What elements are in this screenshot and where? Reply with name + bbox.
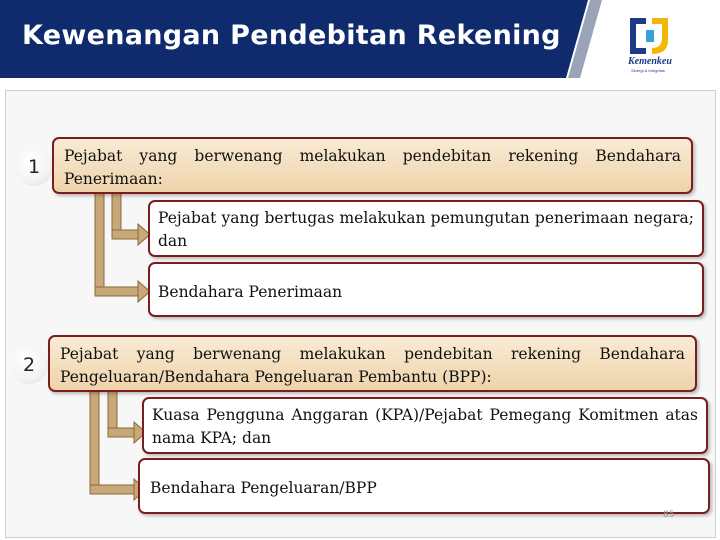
subitem-box-1-2 — [148, 262, 704, 317]
item-number-2: 2 — [10, 346, 48, 384]
logo-subtext: Sinergi & Integritas — [631, 68, 665, 73]
subitem-text-2-1: Kuasa Pengguna Anggaran (KPA)/Pejabat Pemegang Komitmen atas nama KPA; dan — [152, 406, 698, 447]
connector-trunk-1 — [95, 193, 104, 296]
item-text-2: Pejabat yang berwenang melakukan pendebitan rekening Bendahara Pengeluaran/Bendahara Pengeluaran Pembantu (BPP): — [60, 345, 685, 386]
item-box-2 — [48, 335, 697, 392]
item-number-1: 1 — [15, 148, 53, 186]
item-text-1: Pejabat yang berwenang melakukan pendebitan rekening Bendahara Penerimaan: — [64, 147, 681, 188]
subitem-box-2-2 — [138, 458, 710, 514]
subitem-box-1-1 — [148, 200, 704, 257]
page-title: Kewenangan Pendebitan Rekening — [22, 20, 561, 51]
subitem-text-2-2: Bendahara Pengeluaran/BPP — [150, 479, 377, 497]
page-number: 85 — [663, 510, 675, 520]
subitem-box-2-1 — [142, 397, 708, 454]
subitem-text-1-2: Bendahara Penerimaan — [158, 283, 343, 301]
subitem-text-1-1: Pejabat yang bertugas melakukan pemungutan penerimaan negara; dan — [158, 209, 694, 250]
item-box-1 — [52, 137, 693, 194]
logo-text: Kemenkeu — [628, 56, 672, 67]
